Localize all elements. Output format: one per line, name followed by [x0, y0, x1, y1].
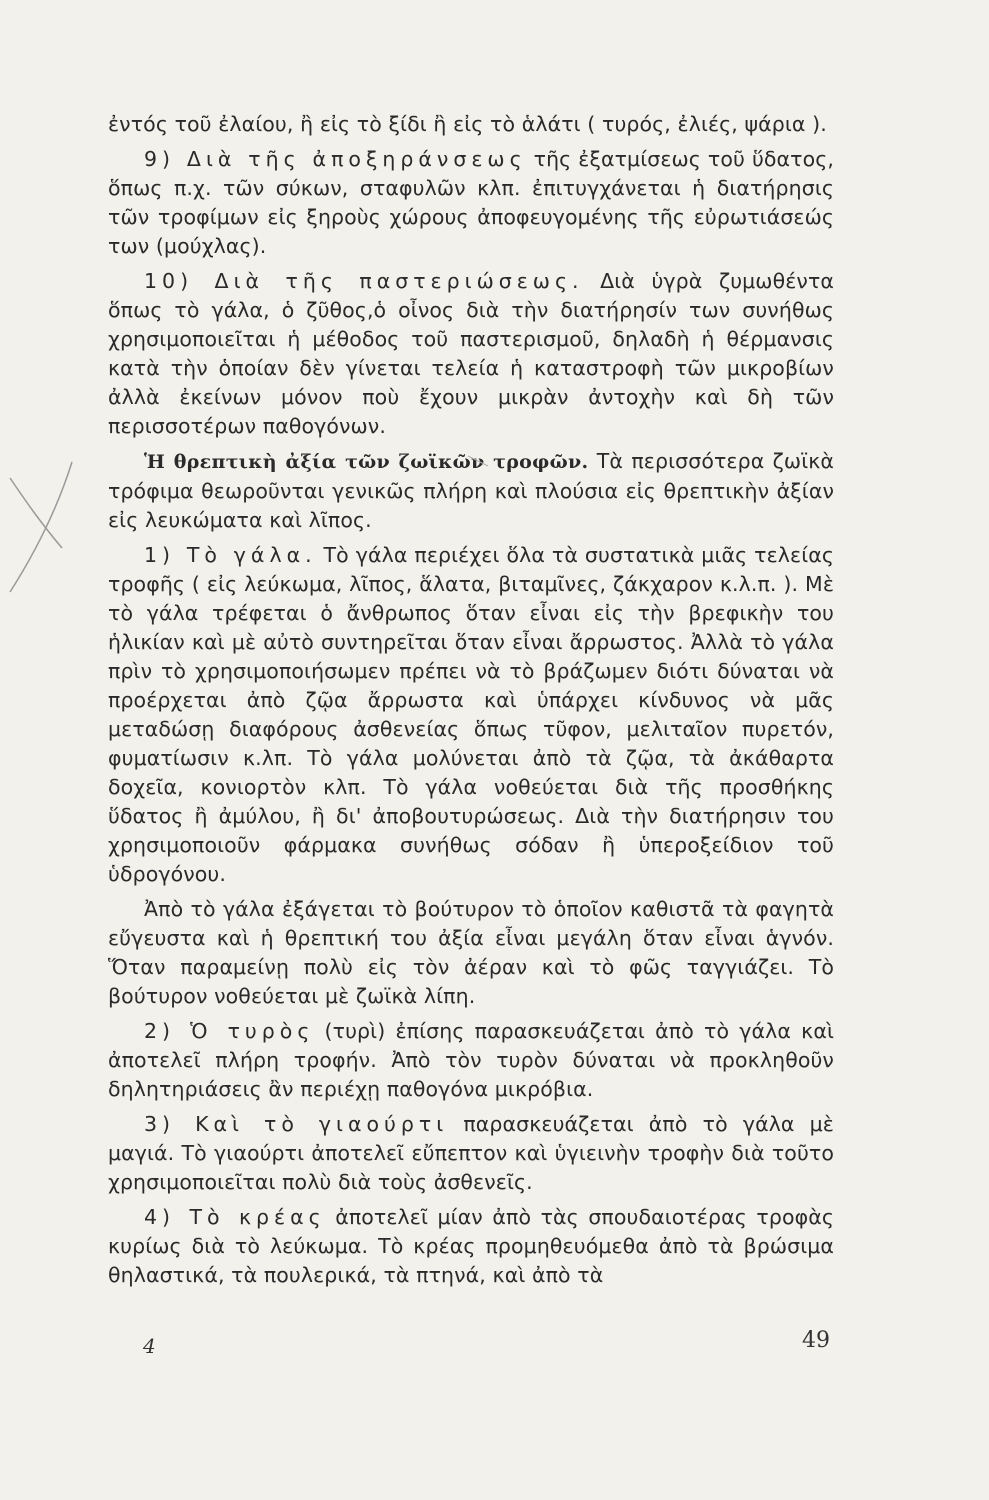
paragraph-butter [108, 895, 834, 1011]
section-heading: Ἡ θρεπτικὴ ἀξία τῶν ζωϊκῶν τροφῶν. [144, 451, 589, 473]
paragraph-text: Τὰ περισσότερα ζωϊκὰ τρόφιμα θεωροῦνται γενικῶς πλήρη καὶ πλούσια εἰς θρεπτικὴν ἀξίαν εἰς λευκώματα καὶ λῖπος. [108, 449, 834, 532]
paragraph-text: Ἀπὸ τὸ γάλα ἐξάγεται τὸ βούτυρον τὸ ὁποῖον καθιστᾶ τὰ φαγητὰ εὔγευστα καὶ ἡ θρεπτική του ἀξία εἶναι μεγάλη ὅταν εἶναι ἁγνόν. Ὅταν παραμείνῃ πολὺ εἰς τὸν ἀέραν καὶ τὸ φῶς ταγγιάζει. Τὸ βούτυρον νοθεύεται μὲ ζωϊκὰ λίπη. [108, 897, 834, 1008]
paragraph-text: ἀποτελεῖ μίαν ἀπὸ τὰς σπουδαιοτέρας τροφὰς κυρίως διὰ τὸ λεύκωμα. Τὸ κρέας προμηθευόμεθα ἀπὸ τὰ βρώσιμα θηλαστικά, τὰ πουλερικά, τὰ πτηνά, καὶ ἀπὸ τὰ [108, 1205, 834, 1287]
paragraph-text: παρασκευάζεται ἀπὸ τὸ γάλα μὲ μαγιά. Τὸ γιαούρτι ἀποτελεῖ εὔπεπτον καὶ ὑγιεινὴν τροφὴν διὰ τοῦτο χρησιμοποιεῖται πολὺ διὰ τοὺς ἀσθενεῖς. [108, 1112, 834, 1194]
body-text [108, 110, 834, 1296]
paragraph-text: Διὰ ὑγρὰ ζυμωθέντα ὅπως τὸ γάλα, ὁ ζῦθος,ὁ οἶνος διὰ τὴν διατήρησίν των συνήθως χρησιμοποιεῖται ἡ μέθοδος τοῦ παστερισμοῦ, δηλαδὴ ἡ θέρμανσις κατὰ τὴν ὁποίαν δὲν γίνεται τελεία ἡ καταστροφὴ τῶν μικροβίων ἀλλὰ ἐκείνων μόνον ποὺ ἔχουν μικρὰν ἀντοχὴν καὶ δὴ τῶν περισσοτέρων παθογόνων. [108, 269, 834, 438]
paragraph-cheese [108, 1017, 834, 1104]
paragraph-item-10 [108, 267, 834, 441]
paragraph-yogurt [108, 1110, 834, 1197]
paragraph-continuation [108, 110, 834, 139]
milk-lead: 1) Τὸ γάλα. [144, 543, 317, 567]
cheese-lead: 2) Ὁ τυρὸς [144, 1019, 315, 1043]
paragraph-text: τῆς ἐξατμίσεως τοῦ ὕδατος, ὅπως π.χ. τῶν σύκων, σταφυλῶν κλπ. ἐπιτυγχάνεται ἡ διατήρησις τῶν τροφίμων εἰς ξηροὺς χώρους ἀποφευγομένης τῆς εὐρωτιάσεώς των (μούχλας). [108, 147, 834, 258]
paragraph-item-9 [108, 145, 834, 261]
paragraph-text: Τὸ γάλα περιέχει ὅλα τὰ συστατικὰ μιᾶς τελείας τροφῆς ( εἰς λεύκωμα, λῖπος, ἅλατα, βιταμῖνες, ζάκχαρον κ.λ.π. ). Μὲ τὸ γάλα τρέφεται ὁ ἄνθρωπος ὅταν εἶναι εἰς τὴν βρεφικὴν του ἡλικίαν καὶ μὲ αὐτὸ συντηρεῖται ὅταν εἶναι ἄρρωστος. Ἀλλὰ τὸ γάλα πρὶν τὸ χρησιμοποιήσωμεν πρέπει νὰ τὸ βράζωμεν διότι δύναται νὰ προέρχεται ἀπὸ ζῷα ἄρρωστα καὶ ὑπάρχει κίνδυνος νὰ μᾶς μεταδώσῃ διαφόρους ἀσθενείας ὅπως τῦφον, μελιταῖον πυρετόν, φυματίωσιν κ.λπ. Τὸ γάλα μολύνεται ἀπὸ τὰ ζῷα, τὰ ἀκάθαρτα δοχεῖα, κονιορτὸν κλπ. Τὸ γάλα νοθεύεται διὰ τῆς προσθήκης ὕδατος ἢ ἀμύλου, ἢ δι' ἀποβουτυρώσεως. Διὰ τὴν διατήρησιν του χρησιμοποιοῦν φάρμακα συνήθως σόδαν ἢ ὑπεροξείδιον τοῦ ὑδρογόνου. [108, 543, 834, 886]
paragraph-nutritional-value [108, 447, 834, 535]
yogurt-lead: 3) Καὶ τὸ γιαούρτι [144, 1112, 449, 1136]
paragraph-meat [108, 1203, 834, 1290]
page-number: 49 [802, 1328, 830, 1353]
paragraph-text: (τυρὶ) ἐπίσης παρασκευάζεται ἀπὸ τὸ γάλα καὶ ἀποτελεῖ πλήρη τροφήν. Ἀπὸ τὸν τυρὸν δύναται νὰ προκληθοῦν δηλητηριάσεις ἂν περιέχῃ παθογόνα μικρόβια. [108, 1019, 834, 1101]
signature-mark: 4 [143, 1334, 156, 1358]
item-10-lead: 10) Διὰ τῆς παστεριώσεως. [144, 269, 584, 293]
item-9-lead: 9) Διὰ τῆς ἀποξηράνσεως [144, 147, 527, 171]
paragraph-milk [108, 541, 834, 889]
meat-lead: 4) Τὸ κρέας [144, 1205, 326, 1229]
paragraph-text: ἐντός τοῦ ἐλαίου, ἢ εἰς τὸ ξίδι ἢ εἰς τὸ ἁλάτι ( τυρός, ἐλιές, ψάρια ). [108, 112, 827, 136]
